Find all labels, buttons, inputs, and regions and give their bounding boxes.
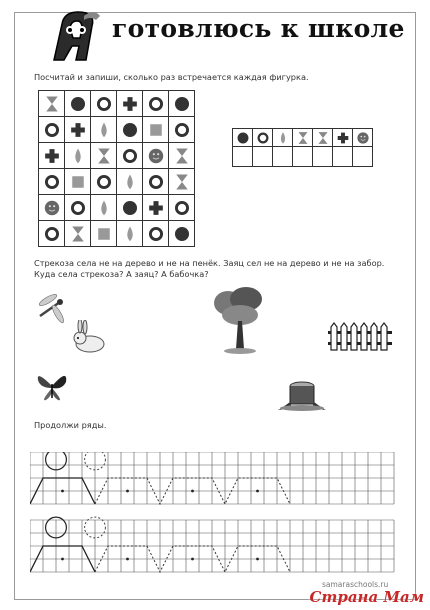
site-watermark: samaraschools.ru [322,580,389,589]
drop-icon [121,225,139,243]
grid-cell [117,221,143,247]
fence-icon [328,322,392,352]
ring-icon [95,95,113,113]
smiley-icon [356,131,370,145]
hourglass-icon [173,173,191,191]
page-title: готовлюсь к школе [112,14,405,43]
cross-icon [121,95,139,113]
smiley-icon [43,199,61,217]
dragonfly-icon [34,290,70,324]
drop-icon [95,121,113,139]
task3-instruction: Продолжи ряды. [34,420,107,430]
answer-blank-cell[interactable] [353,147,373,167]
grid-cell [117,117,143,143]
hourglass-icon [173,147,191,165]
grid-cell [39,169,65,195]
grid-cell [65,91,91,117]
drop-icon [95,199,113,217]
grid-cell [169,169,195,195]
grid-cell [39,91,65,117]
grid-cell [169,195,195,221]
grid-cell [65,195,91,221]
grid-row [39,117,195,143]
grid-row [39,91,195,117]
tree-icon [210,285,268,357]
hourglass-icon [316,131,330,145]
grid-cell [169,91,195,117]
hourglass-icon [43,95,61,113]
drop-icon [121,173,139,191]
ring-icon [43,121,61,139]
circle-icon [121,199,139,217]
answer-blank-row [233,147,373,167]
grid-cell [169,221,195,247]
ring-icon [173,121,191,139]
grid-cell [65,169,91,195]
grid-cell [39,143,65,169]
grid-cell [65,221,91,247]
ring-icon [256,131,270,145]
circle-icon [121,121,139,139]
circle-icon [236,131,250,145]
shape-grid [38,90,195,247]
ring-icon [147,225,165,243]
square-icon [147,121,165,139]
answer-shape-cell [233,129,253,147]
answer-blank-cell[interactable] [333,147,353,167]
square-icon [95,225,113,243]
task1-instruction: Посчитай и запиши, сколько раз встречается каждая фигурка. [34,72,309,82]
pattern-rows [30,452,400,582]
letter-ya-logo [40,6,104,68]
grid-cell [117,143,143,169]
grid-cell [65,117,91,143]
grid-cell [91,143,117,169]
task2-instruction: Стрекоза села не на дерево и не на пенёк. Заяц сел не на дерево и не на забор. Куда села стрекоза? А заяц? А бабочка? [34,258,385,279]
grid-cell [91,91,117,117]
drop-icon [276,131,290,145]
grid-cell [39,195,65,221]
grid-cell [169,117,195,143]
grid-cell [39,221,65,247]
grid-cell [143,143,169,169]
cross-icon [147,199,165,217]
smiley-icon [147,147,165,165]
grid-cell [39,117,65,143]
circle-icon [69,95,87,113]
grid-cell [91,169,117,195]
grid-cell [91,221,117,247]
grid-row [39,143,195,169]
answer-shape-cell [253,129,273,147]
grid-cell [117,91,143,117]
grid-row [39,195,195,221]
answer-blank-cell[interactable] [253,147,273,167]
answer-shape-cell [273,129,293,147]
answer-shape-cell [333,129,353,147]
hourglass-icon [296,131,310,145]
ring-icon [147,173,165,191]
cross-icon [43,147,61,165]
circle-icon [173,225,191,243]
answer-blank-cell[interactable] [233,147,253,167]
ring-icon [69,199,87,217]
answer-blank-cell[interactable] [273,147,293,167]
ring-icon [121,147,139,165]
grid-cell [65,143,91,169]
ring-icon [95,173,113,191]
stump-icon [276,378,328,414]
answer-blank-cell[interactable] [293,147,313,167]
answer-shape-cell [313,129,333,147]
answer-blank-cell[interactable] [313,147,333,167]
grid-cell [91,117,117,143]
cross-icon [336,131,350,145]
grid-cell [169,143,195,169]
hourglass-icon [69,225,87,243]
grid-cell [143,195,169,221]
ring-icon [147,95,165,113]
grid-row [39,169,195,195]
square-icon [69,173,87,191]
butterfly-icon [32,366,72,406]
ring-icon [43,173,61,191]
grid-cell [117,169,143,195]
grid-cell [143,169,169,195]
rabbit-icon [70,320,110,354]
grid-row [39,221,195,247]
ring-icon [173,199,191,217]
cross-icon [69,121,87,139]
grid-cell [143,91,169,117]
answer-shape-cell [353,129,373,147]
grid-cell [91,195,117,221]
circle-icon [173,95,191,113]
drop-icon [69,147,87,165]
answer-shapes-row [233,129,373,147]
grid-cell [143,117,169,143]
ring-icon [43,225,61,243]
brand-watermark: Страна Мам [309,588,424,606]
hourglass-icon [95,147,113,165]
answer-table [232,128,373,167]
grid-cell [117,195,143,221]
grid-cell [143,221,169,247]
answer-shape-cell [293,129,313,147]
